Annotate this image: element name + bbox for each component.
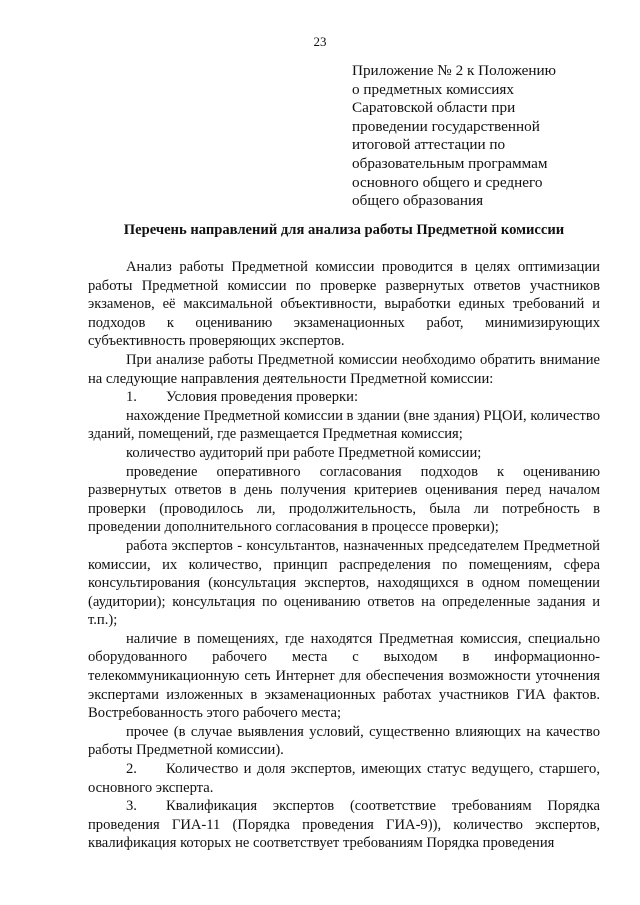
appendix-line: Саратовской области при	[352, 99, 516, 117]
document-title: Перечень направлений для анализа работы Предметной комиссии	[123, 222, 565, 238]
item-number: 3.	[126, 798, 137, 815]
paragraph: прочее (в случае выявления условий, существенно влияющих на качество работы Предметной комиссии).	[88, 723, 600, 759]
item-text: Количество и доля экспертов, имеющих статус ведущего, старшего, основного эксперта.	[88, 761, 600, 796]
paragraph: проведение оперативного согласования подходов к оцениванию развернутых ответов в день получения критериев оценивания перед началом проверки (проводилось ли, продолжительность, была ли потребность в проведении дополнительного согласования в процессе проверки);	[88, 463, 600, 536]
appendix-line: образовательным программам	[352, 154, 548, 172]
appendix-block	[352, 62, 592, 211]
appendix-line: Приложение № 2 к Положению	[352, 62, 556, 79]
appendix-line: общего образования	[352, 192, 484, 210]
numbered-paragraph	[88, 388, 600, 407]
paragraph: При анализе работы Предметной комиссии необходимо обратить внимание на следующие направления деятельности Предметной комиссии:	[88, 351, 600, 387]
paragraph: количество аудиторий при работе Предметной комиссии;	[126, 444, 482, 461]
numbered-paragraph	[88, 760, 600, 797]
numbered-paragraph	[88, 797, 600, 853]
paragraph: наличие в помещениях, где находятся Предметная комиссия, специально оборудованного рабочего места с выходом в информационно-телекоммуникационную сеть Интернет для обеспечения возможности уточнения экспертами изложенных в экзаменационных работах участников ГИА фактов. Востребованность этого рабочего места;	[88, 630, 600, 722]
paragraph: Анализ работы Предметной комиссии проводится в целях оптимизации работы Предметной комиссии по проверке развернутых ответов участников экзаменов, её максимальной объективности, выработки единых требований и подходов к оцениванию экзаменационных работ, минимизирующих субъективность проверяющих экспертов.	[88, 259, 600, 350]
item-number: 1.	[126, 389, 137, 406]
appendix-line: проведении государственной	[352, 117, 540, 135]
page-number: 23	[313, 34, 327, 49]
appendix-line: основного общего и среднего	[352, 173, 543, 191]
appendix-line: о предметных комиссиях	[352, 80, 514, 98]
paragraph: нахождение Предметной комиссии в здании (вне здания) РЦОИ, количество зданий, помещений, где размещается Предметная комиссия;	[88, 407, 600, 443]
appendix-line: итоговой аттестации по	[352, 136, 506, 154]
item-text: Квалификация экспертов (соответствие требованиям Порядка проведения ГИА-11 (Порядка проведения ГИА-9)), количество экспертов, квалификация которых не соответствует требованиям Порядка проведения	[88, 798, 600, 852]
item-number: 2.	[126, 761, 137, 778]
document-body	[88, 258, 600, 853]
item-text: Условия проведения проверки:	[166, 389, 359, 406]
paragraph: работа экспертов - консультантов, назначенных председателем Предметной комиссии, их количество, принцип распределения по помещениям, сфера консультирования (консультация экспертов, находящихся в одном помещении (аудитории); консультация по оцениванию ответов на определенные задания и т.п.);	[88, 537, 600, 629]
